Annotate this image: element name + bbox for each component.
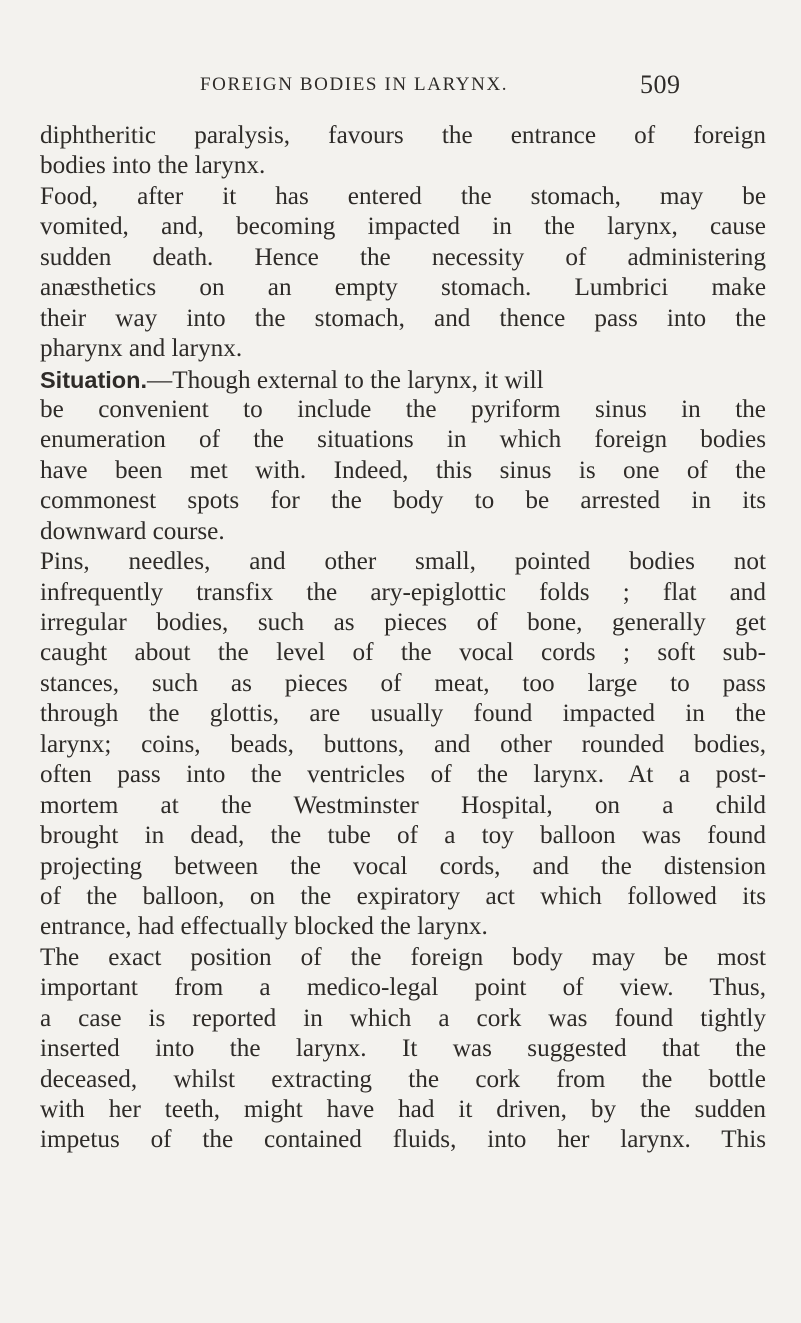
text-line: brought in dead, the tube of a toy balloon was found <box>40 822 766 850</box>
text-line: deceased, whilst extracting the cork from the bottle <box>40 1065 766 1093</box>
text-line: The exact position of the foreign body may be most <box>40 943 766 971</box>
text-line-content: Food, after it has entered the stomach, may be <box>40 182 766 210</box>
text-line: a case is reported in which a cork was found tightly <box>40 1004 766 1032</box>
text-line: vomited, and, becoming impacted in the larynx, cause <box>40 213 766 241</box>
text-line: downward course. <box>40 517 225 545</box>
text-line: stances, such as pieces of meat, too large to pass <box>40 669 766 697</box>
text-line: entrance, had effectually blocked the larynx. <box>40 913 488 941</box>
text-line-content: —Though external to the larynx, it will <box>147 366 544 394</box>
text-line: important from a medico-legal point of view. Thus, <box>40 974 766 1002</box>
page-number: 509 <box>640 70 681 99</box>
text-line: Pins, needles, and other small, pointed bodies not <box>40 548 766 576</box>
text-line: through the glottis, are usually found impacted in the <box>40 700 766 728</box>
text-line: diphtheritic paralysis, favours the entrance of foreign <box>40 122 766 149</box>
text-line: anæsthetics on an empty stomach. Lumbrici make <box>40 274 766 302</box>
running-header <box>0 70 801 110</box>
text-line <box>40 182 766 212</box>
section-heading: Situation. <box>40 366 148 393</box>
text-line: their way into the stomach, and thence pass into the <box>40 304 766 332</box>
text-line: projecting between the vocal cords, and the distension <box>40 852 766 880</box>
text-line: larynx; coins, beads, buttons, and other rounded bodies, <box>40 730 766 758</box>
text-line: have been met with. Indeed, this sinus is one of the <box>40 456 766 484</box>
text-line: infrequently transfix the ary-epiglottic folds ; flat and <box>40 578 766 606</box>
text-line: commonest spots for the body to be arrested in its <box>40 487 766 515</box>
text-line: impetus of the contained fluids, into her larynx. This <box>40 1126 766 1154</box>
text-line: irregular bodies, such as pieces of bone, generally get <box>40 609 766 636</box>
text-line: enumeration of the situations in which foreign bodies <box>40 426 766 454</box>
text-line: inserted into the larynx. It was suggested that the <box>40 1035 766 1063</box>
text-line: bodies into the larynx. <box>40 152 266 180</box>
text-line <box>40 365 766 395</box>
text-line: sudden death. Hence the necessity of administering <box>40 243 766 271</box>
text-line: of the balloon, on the expiratory act which followed its <box>40 882 766 910</box>
text-line: caught about the level of the vocal cords ; soft sub- <box>40 639 766 667</box>
text-line: often pass into the ventricles of the larynx. At a post- <box>40 761 766 789</box>
text-line: pharynx and larynx. <box>40 335 243 363</box>
body-text <box>40 121 766 1156</box>
running-head: FOREIGN BODIES IN LARYNX. <box>200 74 509 95</box>
text-line: mortem at the Westminster Hospital, on a child <box>40 791 766 819</box>
text-line: with her teeth, might have had it driven, by the sudden <box>40 1096 766 1123</box>
text-line: be convenient to include the pyriform sinus in the <box>40 395 766 423</box>
